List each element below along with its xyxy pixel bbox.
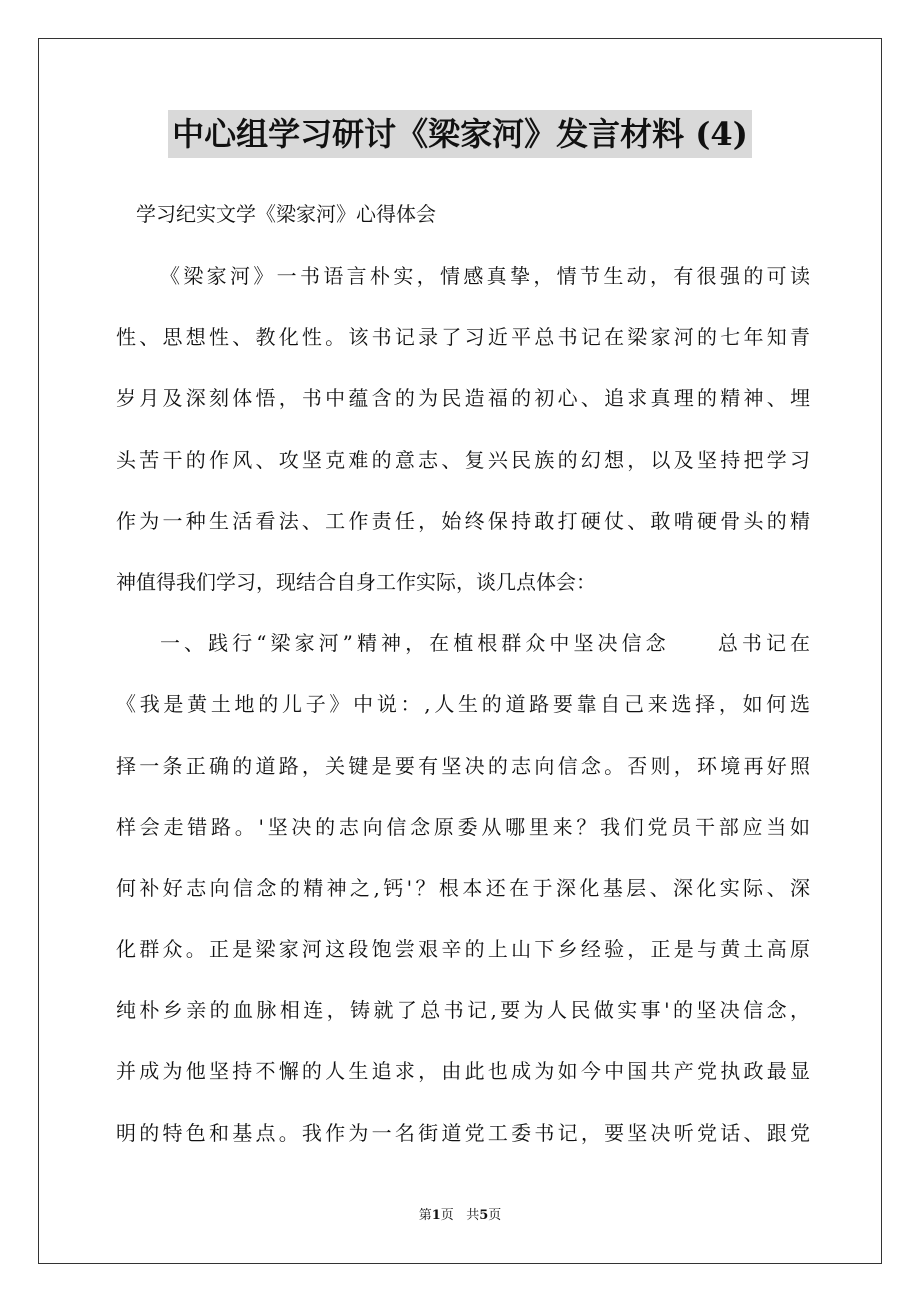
footer-total-prefix: 共 (466, 1208, 480, 1223)
body-line: 一、践行“梁家河”精神，在植根群众中坚决信念 总书记在 (160, 631, 810, 656)
page-footer (0, 1206, 920, 1226)
body-line: 样会走错路。'坚决的志向信念原委从哪里来？我们党员干部应当如 (116, 814, 810, 839)
footer-page-current: 1 (431, 1208, 441, 1223)
body-line: 作为一种生活看法、工作责任，始终保持敢打硬仗、敢啃硬骨头的精 (116, 508, 810, 533)
body-line: 《我是黄土地的儿子》中说：,人生的道路要靠自己来选择，如何选 (116, 692, 810, 717)
footer-total-unit: 页 (488, 1208, 502, 1223)
body-text (116, 246, 810, 1164)
body-line: 性、思想性、教化性。该书记录了习近平总书记在梁家河的七年知青 (116, 325, 810, 350)
body-line: 头苦干的作风、攻坚克难的意志、复兴民族的幻想，以及坚持把学习 (116, 447, 810, 472)
body-line: 纯朴乡亲的血脉相连，铸就了总书记,要为人民做实事'的坚决信念， (116, 998, 810, 1023)
body-line: 神值得我们学习，现结合自身工作实际，谈几点体会： (116, 569, 596, 594)
footer-page-total: 5 (479, 1208, 489, 1223)
body-line: 并成为他坚持不懈的人生追求，由此也成为如今中国共产党执政最显 (116, 1059, 810, 1084)
title-container (0, 110, 920, 158)
body-line: 岁月及深刻体悟，书中蕴含的为民造福的初心、追求真理的精神、埋 (116, 386, 810, 411)
footer-page-prefix: 第 (418, 1208, 432, 1223)
body-line: 择一条正确的道路，关键是要有坚决的志向信念。否则，环境再好照 (116, 753, 810, 778)
body-line: 何补好志向信念的精神之,钙'？根本还在于深化基层、深化实际、深 (116, 875, 810, 900)
body-line: 化群众。正是梁家河这段饱尝艰辛的上山下乡经验，正是与黄土高原 (116, 937, 810, 962)
document-title: 中心组学习研讨《梁家河》发言材料 (4) (168, 110, 752, 158)
body-line: 明的特色和基点。我作为一名街道党工委书记，要坚决听党话、跟党 (116, 1120, 810, 1145)
body-line: 《梁家河》一书语言朴实，情感真挚，情节生动，有很强的可读 (160, 264, 810, 288)
document-subtitle: 学习纪实文学《梁家河》心得体会 (136, 202, 436, 226)
footer-page-unit: 页 (440, 1208, 454, 1223)
